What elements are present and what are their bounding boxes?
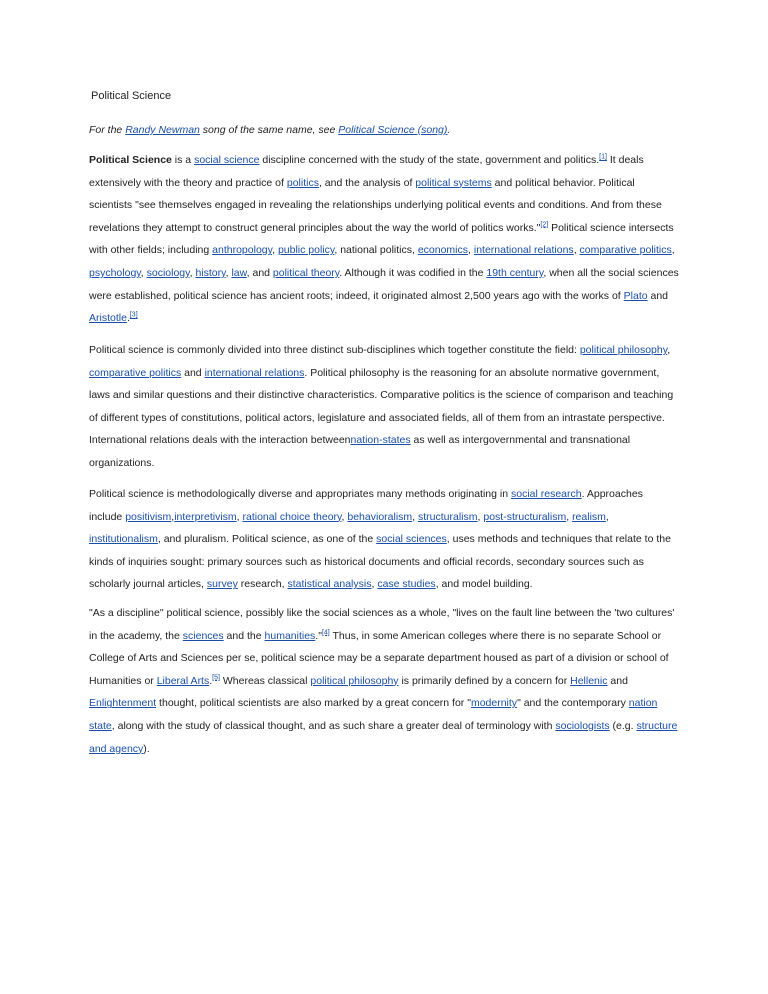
paragraph-text: , xyxy=(140,266,147,279)
link-structuralism[interactable]: structuralism xyxy=(418,510,478,523)
link-political-theory[interactable]: political theory xyxy=(272,266,340,279)
paragraph-text: . xyxy=(126,312,130,325)
paragraph-4 xyxy=(89,602,679,760)
citation-4[interactable]: [4] xyxy=(321,629,330,637)
link-survey[interactable]: survey xyxy=(206,578,238,591)
link-rational-choice-theory[interactable]: rational choice theory xyxy=(242,510,342,523)
link-social-research[interactable]: social research xyxy=(510,488,582,500)
paragraph-text: , xyxy=(371,578,378,591)
link-post-structuralism[interactable]: post-structuralism xyxy=(483,510,567,523)
paragraph-text: Political science is methodologically diverse and appropriates many methods originating in xyxy=(89,488,511,500)
paragraph-2 xyxy=(89,339,679,475)
link-social-science[interactable]: social science xyxy=(194,154,260,166)
link-plato[interactable]: Plato xyxy=(623,289,648,302)
link-case-studies[interactable]: case studies xyxy=(377,578,436,591)
link-political-philosophy[interactable]: political philosophy xyxy=(579,344,668,356)
citation-2[interactable]: [2] xyxy=(540,221,549,229)
link-history[interactable]: history xyxy=(195,266,226,279)
paragraph-text: and xyxy=(607,674,628,687)
link-aristotle[interactable]: Aristotle xyxy=(89,312,127,325)
link-positivism[interactable]: positivism xyxy=(125,510,172,523)
paragraph-text: and xyxy=(647,289,669,302)
citation-3[interactable]: [3] xyxy=(129,311,138,319)
link-statistical-analysis[interactable]: statistical analysis xyxy=(287,578,372,591)
link-sciences[interactable]: sciences xyxy=(182,629,224,642)
link-sociology[interactable]: sociology xyxy=(146,266,190,279)
paragraph-text: . Approaches include xyxy=(89,488,643,523)
paragraph-text: " and the contemporary xyxy=(517,697,629,710)
paragraph-text: is a xyxy=(171,154,195,166)
link-psychology[interactable]: psychology xyxy=(89,266,141,279)
paragraph-text: , uses methods and techniques that relate to the kinds of inquiries sought: primary sources such as historical documents and official records, secondary sources such as scholarly journal articles, xyxy=(89,533,671,591)
paragraph-text: , when all the social sciences were established, political science has ancient roots; indeed, it originated almost 2,500 years ago with the works of xyxy=(89,266,679,302)
link-nation-states[interactable]: nation-states xyxy=(350,434,411,447)
paragraph-3 xyxy=(89,483,679,596)
paragraph-text: , xyxy=(566,510,573,523)
paragraph-text: , xyxy=(236,510,243,523)
paragraph-text: , xyxy=(667,344,671,356)
paragraph-text: and political behavior. Political scientists "see themselves engaged in revealing the relationships underlying political events and conditions. And from these revelations they attempt to construct general principles about the way the world of politics works." xyxy=(89,176,662,234)
paragraph-text: , xyxy=(671,244,675,257)
paragraph-text: ). xyxy=(143,742,150,755)
paragraph-text: , xyxy=(468,244,474,257)
paragraph-text: , xyxy=(477,510,484,523)
link-law[interactable]: law xyxy=(231,266,247,279)
paragraph-text: , national politics, xyxy=(334,244,418,257)
link-modernity[interactable]: modernity xyxy=(470,697,518,710)
paragraph-text: and the xyxy=(223,629,265,642)
paragraph-text: , along with the study of classical thought, and as such share a greater deal of terminology with xyxy=(111,719,556,732)
paragraph-text: . Although it was codified in the xyxy=(339,266,487,279)
link-political-philosophy[interactable]: political philosophy xyxy=(310,674,399,687)
link-institutionalism[interactable]: institutionalism xyxy=(89,533,158,546)
document-title: Political Science xyxy=(91,90,172,102)
paragraph-text: is primarily defined by a concern for xyxy=(398,674,571,687)
link-structure-and-agency[interactable]: structure and agency xyxy=(89,719,678,755)
paragraph-text: Whereas classical xyxy=(219,674,311,687)
paragraph-text: It deals extensively with the theory and practice of xyxy=(89,154,644,189)
paragraph-text: , xyxy=(605,510,609,523)
paragraph-text: as well as intergovernmental and transnational organizations. xyxy=(89,434,631,469)
term-political-science: Political Science xyxy=(89,154,172,166)
paragraph-text: and xyxy=(181,366,205,379)
link-hellenic[interactable]: Hellenic xyxy=(570,674,608,687)
link-public-policy[interactable]: public policy xyxy=(277,244,335,257)
link-politics[interactable]: politics xyxy=(286,176,319,189)
paragraph-text: research, xyxy=(237,578,288,591)
paragraph-text: thought, political scientists are also marked by a great concern for " xyxy=(156,697,471,710)
paragraph-text: , and model building. xyxy=(435,578,533,591)
citation-5[interactable]: [5] xyxy=(212,674,220,682)
paragraph-text: Political science is commonly divided into three distinct sub-disciplines which together constitute the field: xyxy=(89,344,580,356)
paragraph-text: , and the analysis of xyxy=(318,176,416,189)
paragraph-text: . Political philosophy is the reasoning for an absolute normative government, laws and similar questions and their distinctive characteristics. Comparative politics is the science of comparison and teaching of different types of constitutions, political actors, legislature and associated fields, all of them from an intrastate perspective. International relations deals with the interaction between xyxy=(89,366,674,447)
paragraph-text: . xyxy=(209,674,213,687)
paragraph-1 xyxy=(89,149,679,330)
link-nation-state[interactable]: nation state xyxy=(89,697,658,732)
link-comparative-politics[interactable]: comparative politics xyxy=(579,244,672,257)
paragraph-text: Thus, in some American colleges where there is no separate School or College of Arts and Sciences per se, political science may be a separate department housed as part of a division or school of Humanities or xyxy=(89,629,669,687)
hatnote-text: For the xyxy=(89,124,126,136)
paragraph-text: , xyxy=(272,244,278,257)
paragraph-text: discipline concerned with the study of the state, government and politics. xyxy=(259,154,600,166)
paragraph-text: , xyxy=(189,266,196,279)
paragraph-text: , xyxy=(225,266,232,279)
link-liberal-arts[interactable]: Liberal Arts xyxy=(156,674,210,687)
link-anthropology[interactable]: anthropology xyxy=(212,244,273,257)
paragraph-text: , xyxy=(341,510,348,523)
link-randy-newman[interactable]: Randy Newman xyxy=(125,124,200,136)
link-enlightenment[interactable]: Enlightenment xyxy=(89,697,157,710)
link-interpretivism[interactable]: interpretivism xyxy=(174,510,237,523)
paragraph-text: "As a discipline" political science, possibly like the social sciences as a whole, "lives on the fault line between the 'two cultures' in the academy, the xyxy=(89,607,675,642)
paragraph-text: , xyxy=(412,510,418,523)
link-sociologists[interactable]: sociologists xyxy=(555,719,610,732)
link-19th-century[interactable]: 19th century xyxy=(486,266,544,279)
paragraph-text: , xyxy=(573,244,580,257)
link-political-systems[interactable]: political systems xyxy=(415,176,492,189)
paragraph-text: Political science intersects with other fields; including xyxy=(89,221,674,257)
link-behavioralism[interactable]: behavioralism xyxy=(347,510,413,523)
hatnote-text: song of the same name, see xyxy=(199,124,339,136)
paragraph-text: , xyxy=(171,510,175,523)
paragraph-text: , and xyxy=(246,266,273,279)
link-humanities[interactable]: humanities xyxy=(264,629,316,642)
paragraph-text: (e.g. xyxy=(609,719,637,732)
hatnote xyxy=(89,119,679,142)
citation-1[interactable]: [1] xyxy=(599,153,607,161)
link-political-science-song[interactable]: Political Science (song) xyxy=(338,124,448,136)
paragraph-text: , and pluralism. Political science, as one of the xyxy=(157,533,377,546)
link-international-relations[interactable]: international relations xyxy=(473,244,574,257)
link-social-sciences[interactable]: social sciences xyxy=(376,533,447,546)
hatnote-text: . xyxy=(447,124,451,136)
link-international-relations[interactable]: international relations xyxy=(204,366,305,379)
link-economics[interactable]: economics xyxy=(417,244,469,257)
paragraph-text: ." xyxy=(315,629,322,642)
link-realism[interactable]: realism xyxy=(572,510,606,523)
link-comparative-politics[interactable]: comparative politics xyxy=(89,366,182,379)
